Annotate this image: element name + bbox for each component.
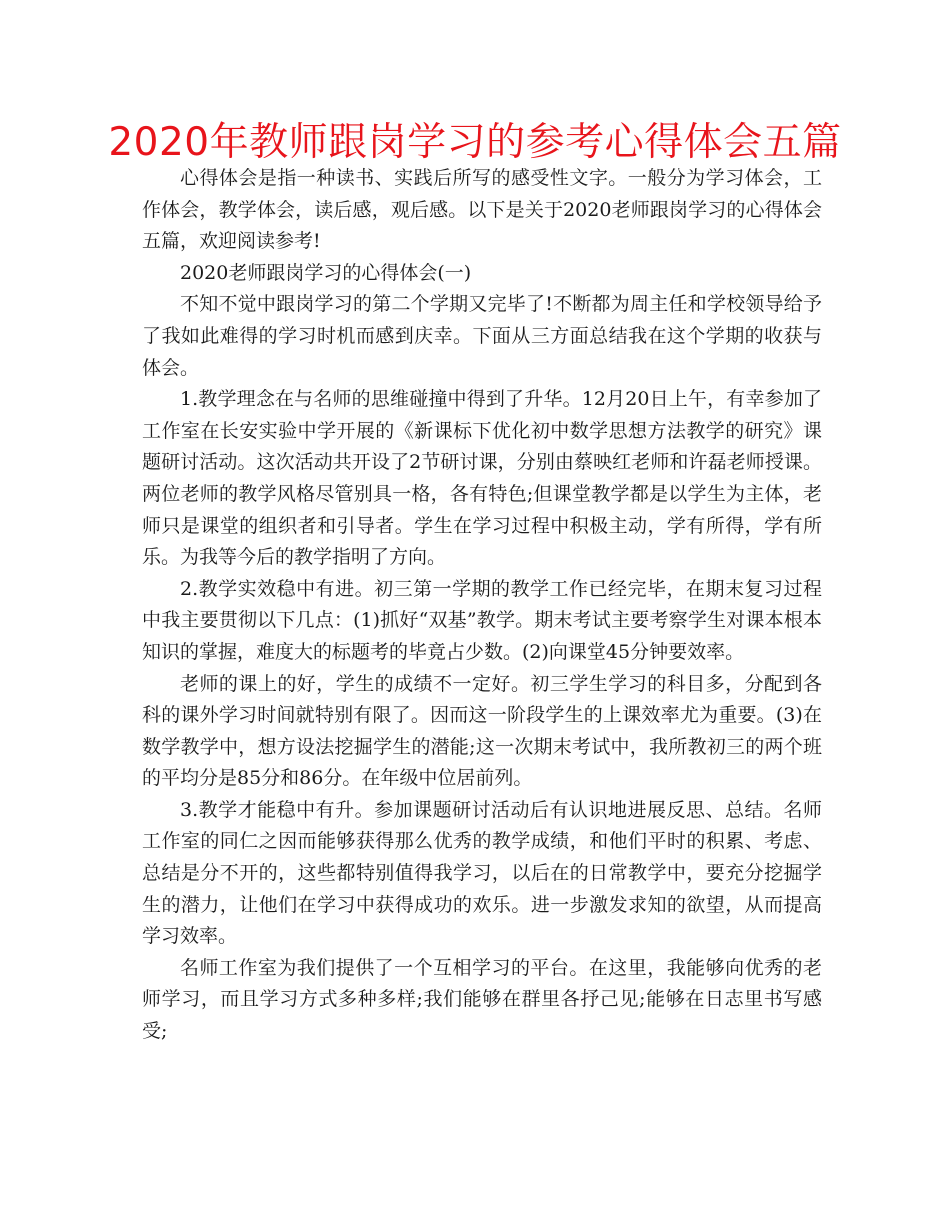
paragraph-intro: 心得体会是指一种读书、实践后所写的感受性文字。一般分为学习体会，工作体会，教学体会，读后感，观后感。以下是关于2020老师跟岗学习的心得体会五篇，欢迎阅读参考! <box>142 167 822 253</box>
paragraph-point-1: 1.教学理念在与名师的思维碰撞中得到了升华。12月20日上午，有幸参加了工作室在长安实验中学开展的《新课标下优化初中数学思想方法教学的研究》课题研讨活动。这次活动共开设了2节研讨课，分别由蔡映红老师和许磊老师授课。两位老师的教学风格尽管别具一格，各有特色;但课堂教学都是以学生为主体，老师只是课堂的组织者和引导者。学生在学习过程中积极主动，学有所得，学有所乐。为我等今后的教学指明了方向。 <box>142 388 822 569</box>
paragraph-point-2-continued: 老师的课上的好，学生的成绩不一定好。初三学生学习的科目多，分配到各科的课外学习时间就特别有限了。因而这一阶段学生的上课效率尤为重要。(3)在数学教学中，想方设法挖掘学生的潜能;这一次期末考试中，我所教初三的两个班的平均分是85分和86分。在年级中位居前列。 <box>142 672 822 790</box>
paragraph-point-2: 2.教学实效稳中有进。初三第一学期的教学工作已经完毕，在期末复习过程中我主要贯彻以下几点：(1)抓好“双基”教学。期末考试主要考察学生对课本根本知识的掌握，难度大的标题考的毕竟占少数。(2)向课堂45分钟要效率。 <box>142 577 822 663</box>
document-body <box>142 163 822 1048</box>
paragraph-point-3: 3.教学才能稳中有升。参加课题研讨活动后有认识地进展反思、总结。名师工作室的同仁之因而能够获得那么优秀的教学成绩，和他们平时的积累、考虑、总结是分不开的，这些都特别值得我学习，以后在的日常教学中，要充分挖掘学生的潜力，让他们在学习中获得成功的欢乐。进一步激发求知的欲望，从而提高学习效率。 <box>142 798 822 948</box>
paragraph-closing: 名师工作室为我们提供了一个互相学习的平台。在这里，我能够向优秀的老师学习，而且学习方式多种多样;我们能够在群里各抒己见;能够在日志里书写感受; <box>142 956 822 1043</box>
section-heading-1: 2020老师跟岗学习的心得体会(一) <box>180 261 472 284</box>
paragraph-opening: 不知不觉中跟岗学习的第二个学期又完毕了!不断都为周主任和学校领导给予了我如此难得的学习时机而感到庆幸。下面从三方面总结我在这个学期的收获与体会。 <box>142 293 822 379</box>
document-title: 2020年教师跟岗学习的参考心得体会五篇 <box>108 120 842 165</box>
